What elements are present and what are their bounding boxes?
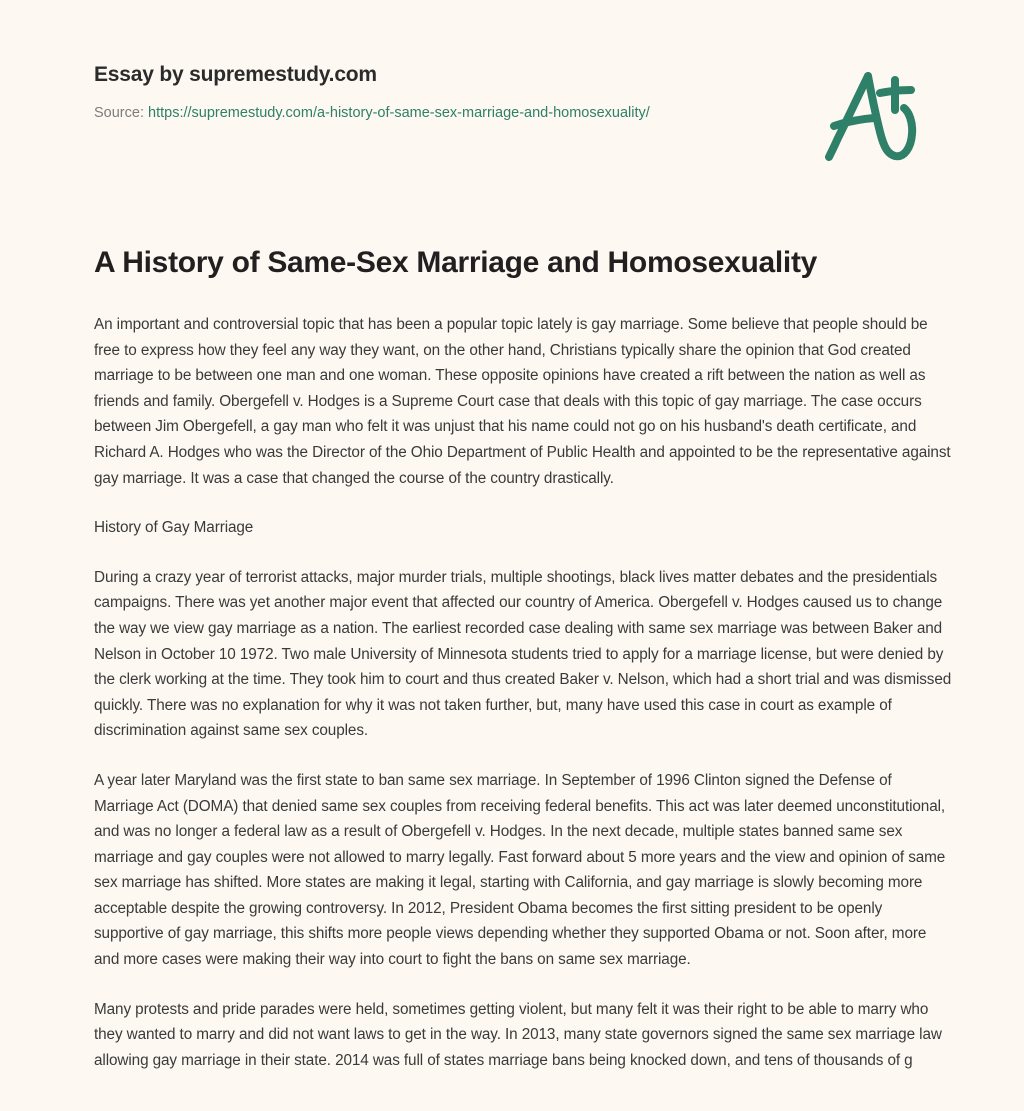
paragraph-history-3: Many protests and pride parades were held, sometimes getting violent, but many felt it was their right to be able to marry who they wanted to marry and did not want laws to get in the way. In 2013, many state governors signed the same sex marriage law allowing gay marriage in their state. 2014 was full of states marriage bans being knocked down, and tens of thousands of g [94, 1000, 942, 1069]
paragraph-history-2: A year later Maryland was the first state to ban same sex marriage. In September of 1996 Clinton signed the Defense of Marriage Act (DOMA) that denied same sex couples from receiving federal benefits. This act was later deemed unconstitutional, and was no longer a federal law as a result of Obergefell v. Hodges. In the next decade, multiple states banned same sex marriage and gay couples were not allowed to marry legally. Fast forward about 5 more years and the view and opinion of same sex marriage has shifted. More states are making it legal, starting with California, and gay marriage is slowly becoming more acceptable despite the growing controversy. In 2012, President Obama becomes the first sitting president to be openly supportive of gay marriage, this shifts more people views depending whether they supported Obama or not. Soon after, more and more cases were making their way into court to fight the bans on same sex marriage. [94, 771, 946, 969]
page-title: A History of Same-Sex Marriage and Homosexuality [94, 246, 818, 279]
paragraph-intro: An important and controversial topic that has been a popular topic lately is gay marriage. Some believe that people should be free to express how they feel any way they want, on the other hand, Christians typically share the opinion that God created marriage to be between one man and one woman. These opposite opinions have created a rift between the nation as well as friends and family. Obergefell v. Hodges is a Supreme Court case that deals with this topic of gay marriage. The case occurs between Jim Obergefell, a gay man who felt it was unjust that his name could not go on his husband's death certificate, and Richard A. Hodges who was the Director of the Ohio Department of Public Health and appointed to be the representative against gay marriage. It was a case that changed the course of the country drastically. [94, 316, 951, 487]
a-plus-logo [816, 60, 928, 172]
essay-body [94, 312, 952, 1073]
section-heading-history-of-gay-marriage: History of Gay Marriage [94, 519, 254, 537]
paragraph-history-1: During a crazy year of terrorist attacks, major murder trials, multiple shootings, black lives matter debates and the presidentials campaigns. There was yet another major event that affected our country of America. Obergefell v. Hodges caused us to change the way we view gay marriage as a nation. The earliest recorded case dealing with same sex marriage was between Baker and Nelson in October 10 1972. Two male University of Minnesota students tried to apply for a marriage license, but were denied by the clerk working at the time. They took him to court and thus created Baker v. Nelson, which had a short trial and was dismissed quickly. There was no explanation for why it was not taken further, but, many have used this case in court as example of discrimination against same sex couples. [94, 568, 952, 740]
essay-attribution: Essay by supremestudy.com [94, 63, 377, 86]
source-url-link[interactable]: https://supremestudy.com/a-history-of-same-sex-marriage-and-homosexuality/ [148, 105, 650, 122]
a-plus-logo-icon [816, 60, 928, 172]
source-label: Source: [94, 105, 144, 122]
